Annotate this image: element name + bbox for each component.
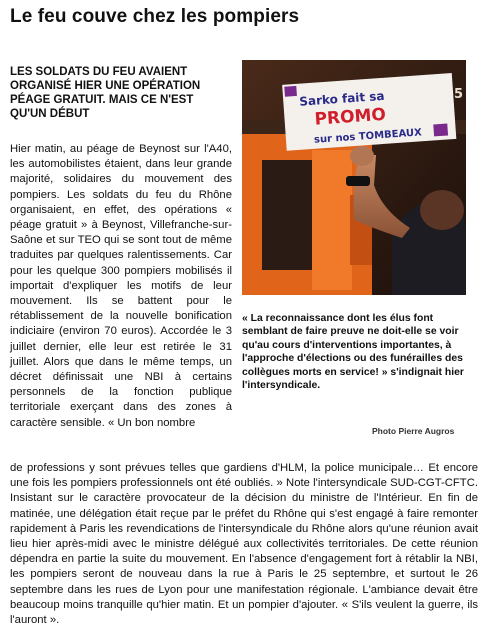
- article-photo: [242, 60, 466, 295]
- sign-line-1: Sarko fait sa: [298, 88, 385, 109]
- hand: [350, 146, 374, 166]
- sign-sticker-left: [284, 86, 297, 97]
- firefighter-head: [420, 190, 464, 230]
- sign-line-2: PROMO: [313, 104, 387, 130]
- truck-number: 5: [454, 87, 464, 102]
- photo-caption: « La reconnaissance dont les élus font semblant de faire preuve ne doit-elle se voir qu'au cours d'interventions importantes, à l'approche d'élections ou des funérailles des collègues morts en service! » s'indignait hier l'intersyndicale.: [242, 313, 464, 392]
- wristwatch: [346, 176, 370, 186]
- sign-line-3: sur nos TOMBEAUX: [313, 127, 423, 146]
- sign-sticker-right: [433, 123, 448, 136]
- article-title: Le feu couve chez les pompiers: [10, 6, 300, 27]
- truck-stripe: [312, 150, 352, 290]
- protest-photo-illustration: [242, 60, 466, 295]
- protest-sign: [282, 73, 456, 151]
- article-body-continued: de professions y sont prévues telles que gardiens d'HLM, la police municipale… Et encore une fois les pompiers professionnels ont été oubliés. » Note l'intersyndicale SUD-CGT-CFTC. Insistant sur le caractère provocateur de la décision du ministre de l'Intérieur. En fin de matinée, une délégation était reçue par le préfet du Rhône qui s'est engagé à faire remonter rapidement à Paris les revendications de l'intersyndicale du Rhône alors qu'une réunion avait lieu hier après-midi avec le ministre délégué aux collectivités territoriales. De cette réunion dépendra en partie la suite du mouvement. En l'absence d'engagement fort à rétablir la NBI, les pompiers seront de nouveau dans la rue à Paris le 25 septembre, et surtout le 26 septembre dans les rues de Lyon pour une manifestation régionale. L'ambiance devait être beaucoup moins tranquille qu'hier matin. Et un pompier d'ajouter. « S'ils veulent la guerre, ils l'auront ».: [10, 462, 478, 627]
- photo-credit: Photo Pierre Augros: [372, 426, 455, 436]
- article-deck: LES SOLDATS DU FEU AVAIENT ORGANISÉ HIER UNE OPÉRATION PÉAGE GRATUIT. MAIS CE N'EST QU'UN DÉBUT: [10, 66, 201, 120]
- article-body-column: Hier matin, au péage de Beynost sur l'A40, les automobilistes étaient, dans leur grande majorité, solidaires du mouvement des pompiers. Les soldats du feu du Rhône organisaient, en effet, des opérations « péage gratuit » à Beynost, Villefranche-sur-Saône et sur TEO qui se sont tout de même traduites par quelques ralentissements. Car pour les quelque 300 pompiers mobilisés il importait d'expliquer les motifs de leur mouvement. Ils se battent pour le rétablissement de la nouvelle bonification indiciaire (environ 70 euros). Accordée le 3 juillet dernier, elle leur est retirée le 31 juillet. Alors que dans le même temps, un décret définissait une NBI à certains personnels de la fonction publique territoriale exerçant dans des zones à caractère sensible. « Un bon nombre: [10, 143, 232, 429]
